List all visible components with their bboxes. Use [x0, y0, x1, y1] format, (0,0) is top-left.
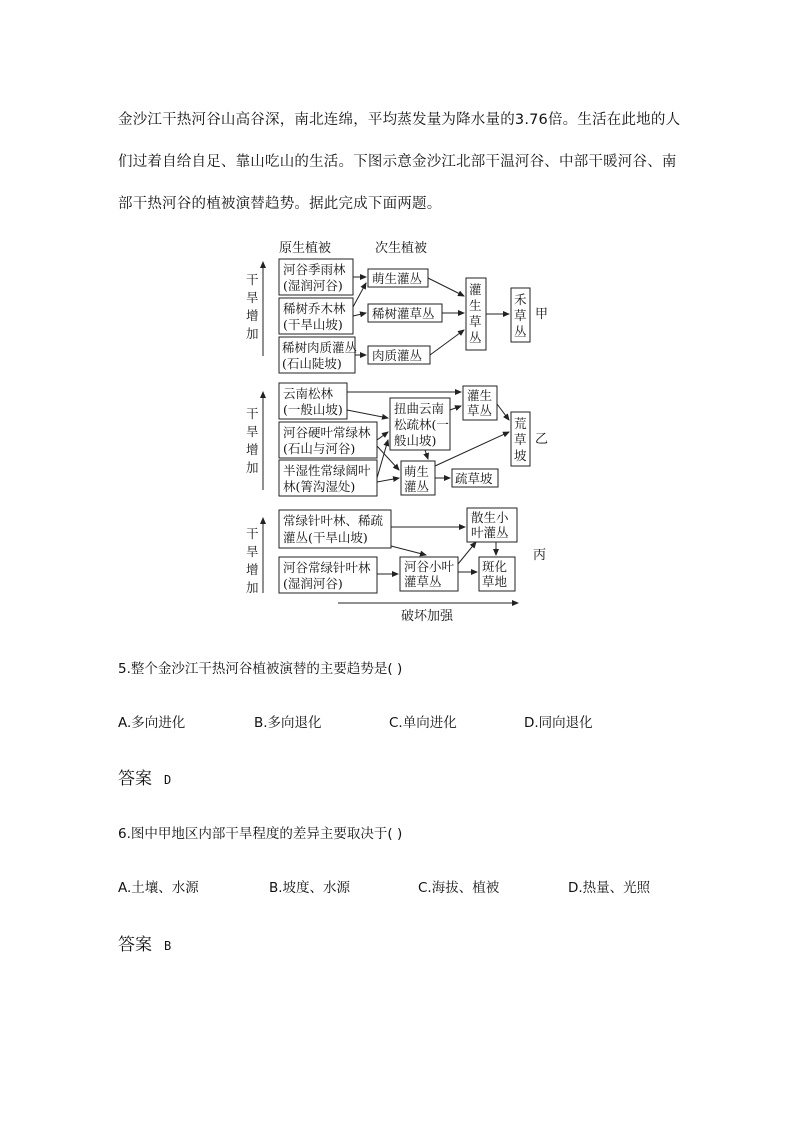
- question-6-option-b[interactable]: B.坡度、水源: [269, 880, 351, 896]
- header-primary: 原生植被: [279, 241, 332, 256]
- bing-scattered-line: 散生小: [471, 510, 509, 525]
- drought-char: 加: [246, 460, 259, 475]
- jia-mid-char: 生: [469, 298, 482, 313]
- bing-primary-2-name: 河谷常绿针叶林: [283, 560, 371, 575]
- drought-char: 增: [246, 562, 259, 577]
- yi-sprout-line: 灌丛: [404, 479, 430, 494]
- group-bing: [246, 508, 546, 624]
- answer-value: D: [164, 773, 172, 787]
- jia-primary-3-habitat: (石山陡坡): [282, 356, 342, 371]
- drought-char: 旱: [246, 544, 259, 559]
- bing-valley-line: 河谷小叶: [404, 559, 455, 574]
- bing-primary-1-habitat: 灌丛(干旱山坡): [283, 530, 368, 545]
- question-6-answer: [118, 930, 171, 955]
- jia-secondary-1: 萌生灌丛: [372, 271, 423, 286]
- intro-line-3: 部干热河谷的植被演替趋势。据此完成下面两题。: [118, 196, 442, 212]
- jia-primary-1-name: 河谷季雨林: [283, 262, 346, 277]
- yi-waste-char: 坡: [514, 448, 527, 463]
- yi-primary-3-habitat: 林(箐沟湿处): [283, 479, 356, 494]
- question-6-stem: 6.图中甲地区内部干旱程度的差异主要取决于( ): [118, 826, 403, 842]
- question-6-option-c[interactable]: C.海拔、植被: [418, 880, 500, 896]
- question-5-answer: [118, 764, 171, 789]
- drought-char: 旱: [246, 290, 259, 305]
- drought-char: 加: [246, 580, 259, 595]
- jia-mid-char: 草: [469, 314, 482, 329]
- intro-line-2: 们过着自给自足、靠山吃山的生活。下图示意金沙江北部干温河谷、中部干暖河谷、南: [118, 154, 677, 170]
- question-6-option-d[interactable]: D.热量、光照: [568, 880, 651, 896]
- jia-secondary-2: 稀树灌草丛: [372, 306, 435, 321]
- group-label-jia: 甲: [535, 307, 549, 322]
- yi-primary-1-name: 云南松林: [283, 386, 334, 401]
- yi-primary-2-habitat: (石山与河谷): [283, 441, 356, 456]
- drought-char: 干: [246, 526, 259, 541]
- question-5-option-d[interactable]: D.同向退化: [524, 715, 593, 731]
- group-label-bing: 丙: [533, 548, 547, 563]
- intro-line-1: 金沙江干热河谷山高谷深，南北连绵，平均蒸发量为降水量的3.76倍。生活在此地的人: [118, 112, 681, 128]
- yi-twisted-line: 松疏林(一: [394, 417, 449, 432]
- yi-twisted-line: 般山坡): [394, 433, 437, 448]
- yi-shrub-grass-line: 灌生: [467, 388, 493, 403]
- yi-waste-char: 草: [514, 432, 527, 447]
- jia-primary-3-name: 稀树肉质灌丛: [282, 340, 358, 355]
- bing-patch-line: 斑化: [482, 559, 508, 574]
- yi-primary-3-name: 半湿性常绿阔叶: [283, 463, 371, 478]
- jia-mid-char: 丛: [469, 330, 482, 345]
- jia-primary-2-habitat: (干旱山坡): [283, 317, 343, 332]
- drought-char: 加: [246, 326, 259, 341]
- bing-valley-line: 灌草丛: [404, 574, 442, 589]
- damage-axis-label: 破坏加强: [401, 609, 454, 624]
- yi-twisted-line: 扭曲云南: [394, 401, 445, 416]
- answer-label: 答案: [118, 935, 152, 955]
- jia-end-char: 丛: [514, 324, 527, 339]
- header-secondary: 次生植被: [375, 241, 428, 256]
- jia-secondary-3: 肉质灌丛: [372, 348, 423, 363]
- jia-end-char: 禾: [514, 292, 527, 307]
- drought-char: 干: [246, 406, 259, 421]
- answer-value: B: [164, 939, 172, 953]
- jia-mid-char: 灌: [469, 282, 482, 297]
- jia-end-char: 草: [514, 308, 527, 323]
- question-5-option-c[interactable]: C.单向进化: [389, 715, 457, 731]
- drought-char: 增: [246, 442, 259, 457]
- question-5-option-a[interactable]: A.多向进化: [118, 715, 186, 731]
- bing-scattered-line: 叶灌丛: [471, 525, 509, 540]
- group-yi: [246, 383, 548, 496]
- group-jia: [246, 259, 548, 373]
- yi-sparse-grass: 疏草坡: [455, 471, 493, 486]
- yi-primary-2-name: 河谷硬叶常绿林: [283, 425, 371, 440]
- yi-sprout-line: 萌生: [404, 464, 430, 479]
- drought-char: 干: [246, 272, 259, 287]
- group-label-yi: 乙: [535, 432, 549, 447]
- bing-primary-1-name: 常绿针叶林、稀疏: [283, 513, 384, 528]
- bing-patch-line: 草地: [482, 574, 508, 589]
- jia-primary-2-name: 稀树乔木林: [283, 301, 346, 316]
- yi-shrub-grass-line: 草丛: [467, 403, 493, 418]
- question-5-stem: 5.整个金沙江干热河谷植被演替的主要趋势是( ): [118, 661, 403, 677]
- yi-waste-char: 荒: [514, 416, 527, 431]
- bing-primary-2-habitat: (湿润河谷): [283, 576, 343, 591]
- drought-char: 增: [246, 308, 259, 323]
- drought-char: 旱: [246, 424, 259, 439]
- question-5-option-b[interactable]: B.多向退化: [254, 715, 322, 731]
- yi-primary-1-habitat: (一般山坡): [283, 402, 343, 417]
- question-6-option-a[interactable]: A.土壤、水源: [118, 880, 199, 896]
- jia-primary-1-habitat: (湿润河谷): [283, 278, 343, 293]
- answer-label: 答案: [118, 769, 152, 789]
